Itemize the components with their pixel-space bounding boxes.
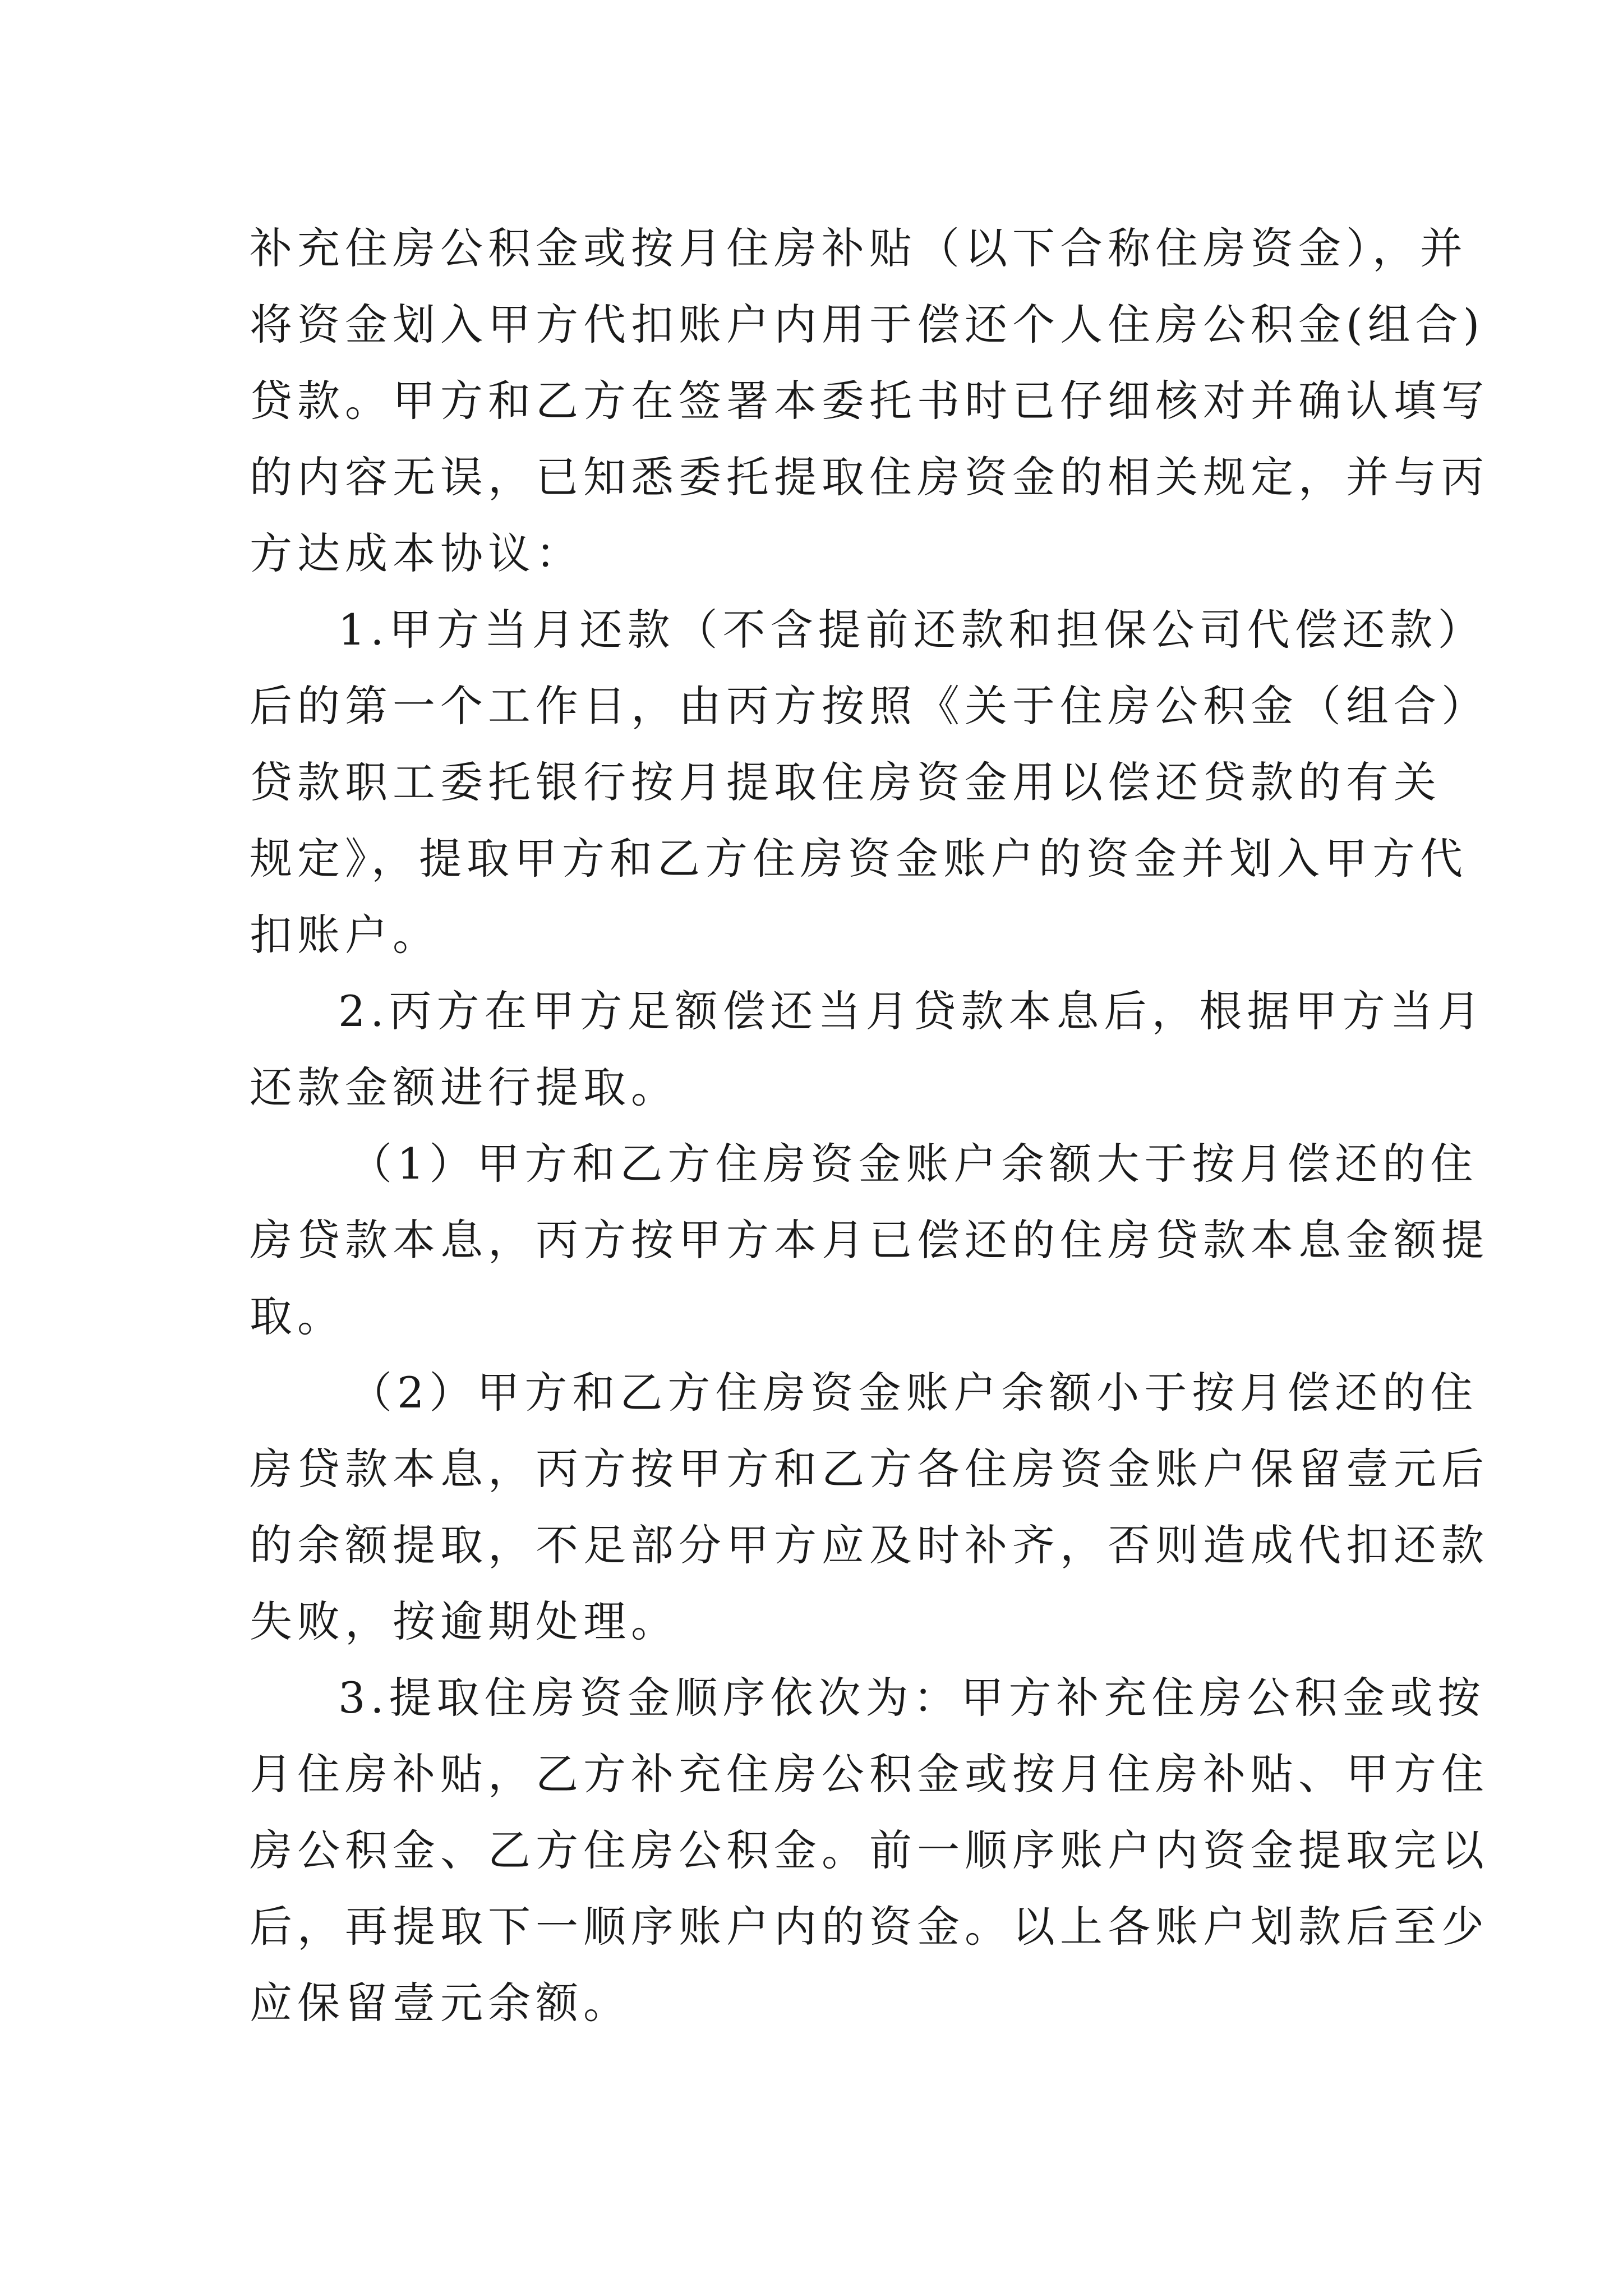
text-line: 补充住房公积金或按月住房补贴（以下合称住房资金），并 [250,223,1468,273]
clause-1-start: 1.甲方当月还款（不含提前还款和担保公司代偿还款） [338,605,1486,655]
text-line: 贷款。甲方和乙方在签署本委托书时已仔细核对并确认填写 [250,376,1489,426]
text-line: 还款金额进行提取。 [250,1062,679,1112]
text-line: 应保留壹元余额。 [250,1978,631,2028]
text-line: 房贷款本息，丙方按甲方本月已偿还的住房贷款本息金额提 [250,1215,1489,1265]
text-line: 月住房补贴，乙方补充住房公积金或按月住房补贴、甲方住 [250,1749,1489,1799]
text-line: 方达成本协议： [250,528,583,578]
text-line: 后的第一个工作日，由丙方按照《关于住房公积金（组合） [250,681,1489,731]
text-line: 后，再提取下一顺序账户内的资金。以上各账户划款后至少 [250,1902,1489,1952]
text-line: 失败，按逾期处理。 [250,1596,679,1646]
text-line: 将资金划入甲方代扣账户内用于偿还个人住房公积金(组合) [250,300,1485,349]
text-line: 取。 [250,1291,345,1341]
text-line: 房公积金、乙方住房公积金。前一顺序账户内资金提取完以 [250,1825,1489,1875]
clause-3-start: 3.提取住房资金顺序依次为：甲方补充住房公积金或按 [338,1673,1486,1723]
clause-2-start: 2.丙方在甲方足额偿还当月贷款本息后，根据甲方当月 [338,986,1486,1036]
text-line: 贷款职工委托银行按月提取住房资金用以偿还贷款的有关 [250,757,1441,807]
subclause-1-start: （1）甲方和乙方住房资金账户余额大于按月偿还的住 [349,1139,1478,1189]
document-body [250,210,1489,2041]
subclause-2-start: （2）甲方和乙方住房资金账户余额小于按月偿还的住 [349,1368,1478,1418]
text-line: 扣账户。 [250,910,440,960]
text-line: 规定》，提取甲方和乙方住房资金账户的资金并划入甲方代 [250,834,1468,884]
text-line: 的余额提取，不足部分甲方应及时补齐，否则造成代扣还款 [250,1520,1489,1570]
text-line: 的内容无误，已知悉委托提取住房资金的相关规定，并与丙 [250,452,1489,502]
text-line: 房贷款本息，丙方按甲方和乙方各住房资金账户保留壹元后 [250,1444,1489,1494]
